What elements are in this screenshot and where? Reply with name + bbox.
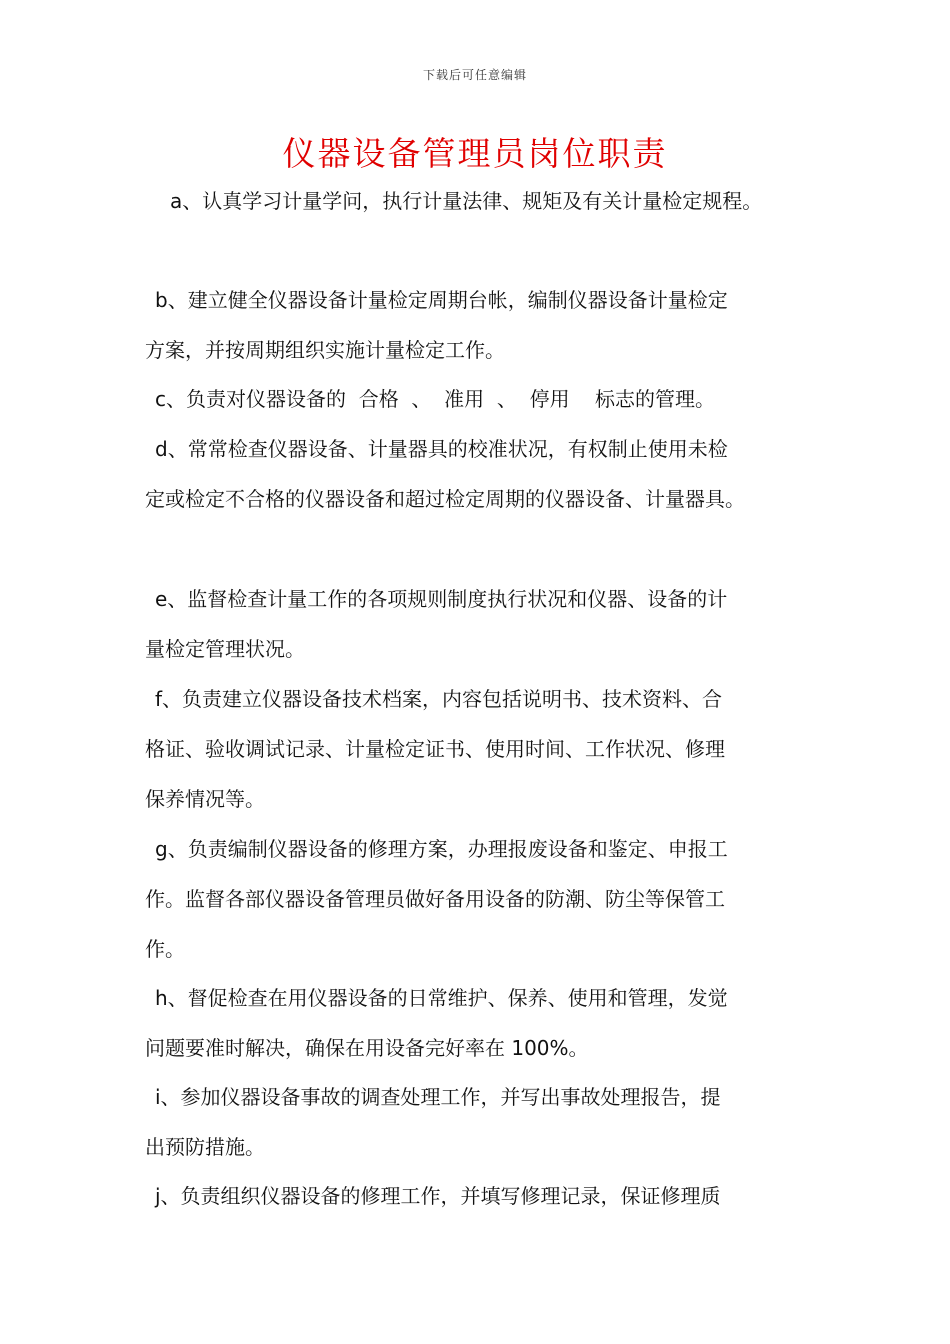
header-note: 下载后可任意编辑 xyxy=(422,68,527,82)
duty-item-d xyxy=(145,424,825,524)
duty-item-a xyxy=(145,176,825,226)
duty-item-g xyxy=(145,824,825,974)
paragraph-line: g、负责编制仪器设备的修理方案，办理报废设备和鉴定、申报工 xyxy=(155,837,728,861)
paragraph-line: f、负责建立仪器设备技术档案，内容包括说明书、技术资料、合 xyxy=(155,687,723,711)
paragraph-line: e、监督检查计量工作的各项规则制度执行状况和仪器、设备的计 xyxy=(155,587,728,611)
paragraph-line: 格证、验收调试记录、计量检定证书、使用时间、工作状况、修理 xyxy=(145,737,725,761)
duty-item-b xyxy=(145,275,825,375)
paragraph-line: 出预防措施。 xyxy=(145,1135,265,1159)
paragraph-line: j、负责组织仪器设备的修理工作，并填写修理记录，保证修理质 xyxy=(155,1184,721,1208)
paragraph-line: 保养情况等。 xyxy=(145,787,265,811)
paragraph-line: a、认真学习计量学问，执行计量法律、规矩及有关计量检定规程。 xyxy=(170,189,763,213)
paragraph-line: b、建立健全仪器设备计量检定周期台帐，编制仪器设备计量检定 xyxy=(155,288,728,312)
duty-item-f xyxy=(145,674,825,824)
paragraph-line: 量检定管理状况。 xyxy=(145,637,305,661)
duty-item-j xyxy=(145,1171,825,1221)
duty-item-c xyxy=(145,374,825,424)
paragraph-line: h、督促检查在用仪器设备的日常维护、保养、使用和管理，发觉 xyxy=(155,986,728,1010)
paragraph-line: 问题要准时解决，确保在用设备完好率在 100%。 xyxy=(145,1036,589,1060)
paragraph-line: 作。 xyxy=(145,937,185,961)
paragraph-line: i、参加仪器设备事故的调查处理工作，并写出事故处理报告，提 xyxy=(155,1085,721,1109)
paragraph-line: 作。监督各部仪器设备管理员做好备用设备的防潮、防尘等保管工 xyxy=(145,887,725,911)
paragraph-line: 方案，并按周期组织实施计量检定工作。 xyxy=(145,338,505,362)
duty-item-i xyxy=(145,1072,825,1172)
duty-item-e xyxy=(145,574,825,674)
paragraph-line: 定或检定不合格的仪器设备和超过检定周期的仪器设备、计量器具。 xyxy=(145,487,745,511)
paragraph-line: d、常常检查仪器设备、计量器具的校准状况，有权制止使用未检 xyxy=(155,437,728,461)
document-title: 仪器设备管理员岗位职责 xyxy=(282,134,668,173)
duty-item-h xyxy=(145,973,825,1073)
paragraph-line: c、负责对仪器设备的 合格 、 准用 、 停用 标志的管理。 xyxy=(155,387,715,411)
